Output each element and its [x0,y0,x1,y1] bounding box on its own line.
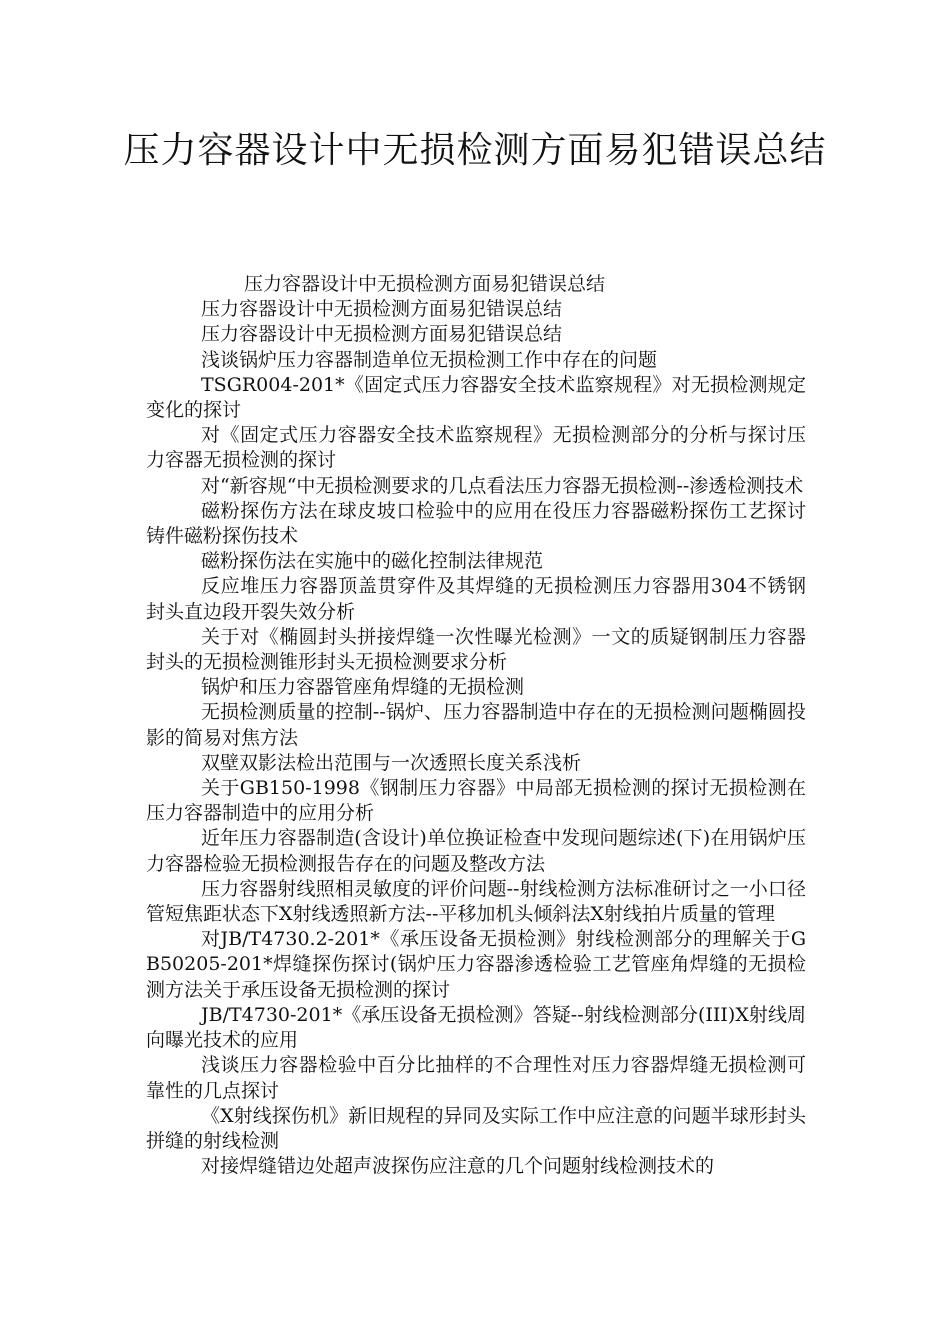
paragraph-4: 浅谈锅炉压力容器制造单位无损检测工作中存在的问题 [201,348,658,371]
paragraph-1: 压力容器设计中无损检测方面易犯错误总结 [244,273,606,295]
paragraph-2: 压力容器设计中无损检测方面易犯错误总结 [201,298,563,321]
paragraph-18: 对JB/T4730.2-201*《承压设备无损检测》射线检测部分的理解关于GB50205-201*焊缝探伤探讨(锅炉压力容器渗透检验工艺管座角焊缝的无损检测方法关于承压设备无损检测的探讨 [146,928,806,1001]
paragraph-17: 压力容器射线照相灵敏度的评价问题--射线检测方法标准研讨之一小口径管短焦距状态下X射线透照新方法--平移加机头倾斜法X射线拍片质量的管理 [146,877,806,926]
paragraph-22: 对接焊缝错边处超声波探伤应注意的几个问题射线检测技术的 [201,1155,715,1178]
paragraph-10: 反应堆压力容器顶盖贯穿件及其焊缝的无损检测压力容器用304不锈钢封头直边段开裂失效分析 [146,575,806,623]
paragraph-19: JB/T4730-201*《承压设备无损检测》答疑--射线检测部分(III)X射线周向曝光技术的应用 [146,1003,806,1052]
paragraph-5: TSGR004-201*《固定式压力容器安全技术监察规程》对无损检测规定变化的探讨 [146,373,806,422]
paragraph-6: 对《固定式压力容器安全技术监察规程》无损检测部分的分析与探讨压力容器无损检测的探讨 [146,424,806,472]
paragraph-14: 双壁双影法检出范围与一次透照长度关系浅析 [201,751,582,774]
paragraph-8: 磁粉探伤方法在球皮坡口检验中的应用在役压力容器磁粉探伤工艺探讨铸件磁粉探伤技术 [146,499,806,548]
paragraph-3: 压力容器设计中无损检测方面易犯错误总结 [201,323,563,346]
paragraph-16: 近年压力容器制造(含设计)单位换证检查中发现问题综述(下)在用锅炉压力容器检验无损检测报告存在的问题及整改方法 [146,827,806,875]
document-body [146,272,806,1179]
paragraph-13: 无损检测质量的控制--锅炉、压力容器制造中存在的无损检测问题椭圆投影的简易对焦方法 [146,701,806,749]
paragraph-11: 关于对《椭圆封头拼接焊缝一次性曝光检测》一文的质疑钢制压力容器封头的无损检测锥形封头无损检测要求分析 [146,625,806,674]
paragraph-20: 浅谈压力容器检验中百分比抽样的不合理性对压力容器焊缝无损检测可靠性的几点探讨 [146,1054,806,1102]
paragraph-21: 《X射线探伤机》新旧规程的异同及实际工作中应注意的问题半球形封头拼缝的射线检测 [146,1104,806,1152]
paragraph-15: 关于GB150-1998《钢制压力容器》中局部无损检测的探讨无损检测在压力容器制造中的应用分析 [146,777,806,825]
paragraph-12: 锅炉和压力容器管座角焊缝的无损检测 [201,676,525,699]
paragraph-7: 对“新容规“中无损检测要求的几点看法压力容器无损检测--渗透检测技术 [201,474,804,497]
paragraph-9: 磁粉探伤法在实施中的磁化控制法律规范 [201,550,544,573]
document-title: 压力容器设计中无损检测方面易犯错误总结 [123,130,827,171]
